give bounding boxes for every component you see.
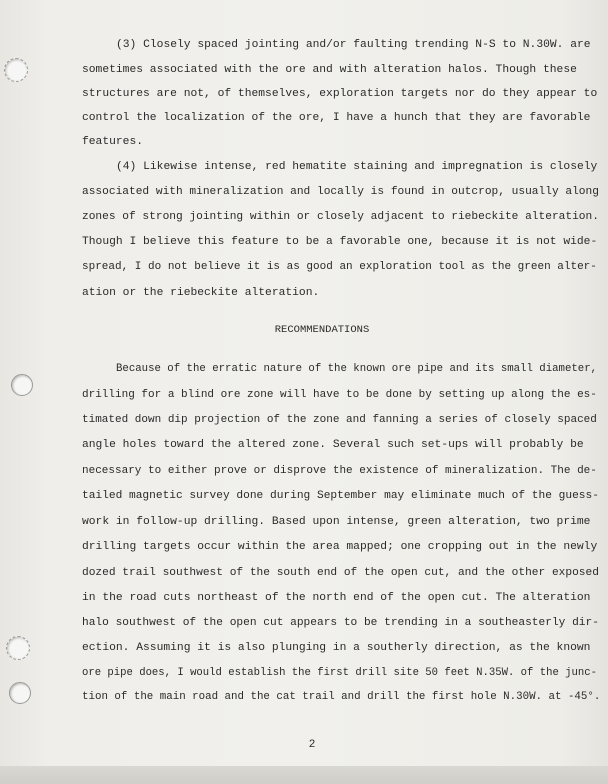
paragraph-line: (4) Likewise intense, red hematite staining and impregnation is closely xyxy=(116,161,598,173)
paragraph-line: structures are not, of themselves, exploration targets nor do they appear to xyxy=(82,88,598,100)
page-number: 2 xyxy=(308,739,316,751)
paragraph-line: tailed magnetic survey done during September may eliminate much of the guess- xyxy=(82,490,599,502)
paragraph-line: tion of the main road and the cat trail and drill the first hole N.30W. at -45°. xyxy=(82,691,601,703)
paragraph-line: drilling targets occur within the area mapped; one cropping out in the newly xyxy=(82,541,598,553)
scan-bottom-edge xyxy=(0,766,608,784)
paragraph-line: zones of strong jointing within or closely adjacent to riebeckite alteration. xyxy=(82,211,599,223)
section-heading: RECOMMENDATIONS xyxy=(274,324,370,336)
punch-hole-top xyxy=(4,58,28,82)
paragraph-line: dozed trail southwest of the south end of the open cut, and the other exposed xyxy=(82,567,599,579)
paragraph-line: necessary to either prove or disprove the existence of mineralization. The de- xyxy=(82,465,597,477)
paragraph-line: drilling for a blind ore zone will have to be done by setting up along the es- xyxy=(82,389,597,401)
paragraph-line: ore pipe does, I would establish the first drill site 50 feet N.35W. of the junc- xyxy=(82,667,597,679)
paragraph-line: (3) Closely spaced jointing and/or faulting trending N-S to N.30W. are xyxy=(116,39,591,51)
punch-hole-bottom xyxy=(9,682,31,704)
paragraph-line: timated down dip projection of the zone and fanning a series of closely spaced xyxy=(82,414,597,426)
paragraph-line: associated with mineralization and locally is found in outcrop, usually along xyxy=(82,186,599,198)
paragraph-line: halo southwest of the open cut appears to be trending in a southeasterly dir- xyxy=(82,617,599,629)
paragraph-line: Though I believe this feature to be a favorable one, because it is not wide- xyxy=(82,236,598,248)
paragraph-line: ection. Assuming it is also plunging in a southerly direction, as the known xyxy=(82,642,591,654)
paragraph-line: Because of the erratic nature of the known ore pipe and its small diameter, xyxy=(116,363,598,375)
paragraph-line: sometimes associated with the ore and with alteration halos. Though these xyxy=(82,64,577,76)
paragraph-line: control the localization of the ore, I have a hunch that they are favorable xyxy=(82,112,591,124)
punch-hole-middle xyxy=(11,374,33,396)
paragraph-line: angle holes toward the altered zone. Several such set-ups will probably be xyxy=(82,439,584,451)
paragraph-line: work in follow-up drilling. Based upon intense, green alteration, two prime xyxy=(82,516,591,528)
paragraph-line: in the road cuts northeast of the north end of the open cut. The alteration xyxy=(82,592,591,604)
punch-hole-lower xyxy=(6,636,30,660)
paragraph-line: features. xyxy=(82,136,144,148)
paragraph-line: spread, I do not believe it is as good an exploration tool as the green alter- xyxy=(82,261,597,273)
paragraph-line: ation or the riebeckite alteration. xyxy=(82,287,320,299)
